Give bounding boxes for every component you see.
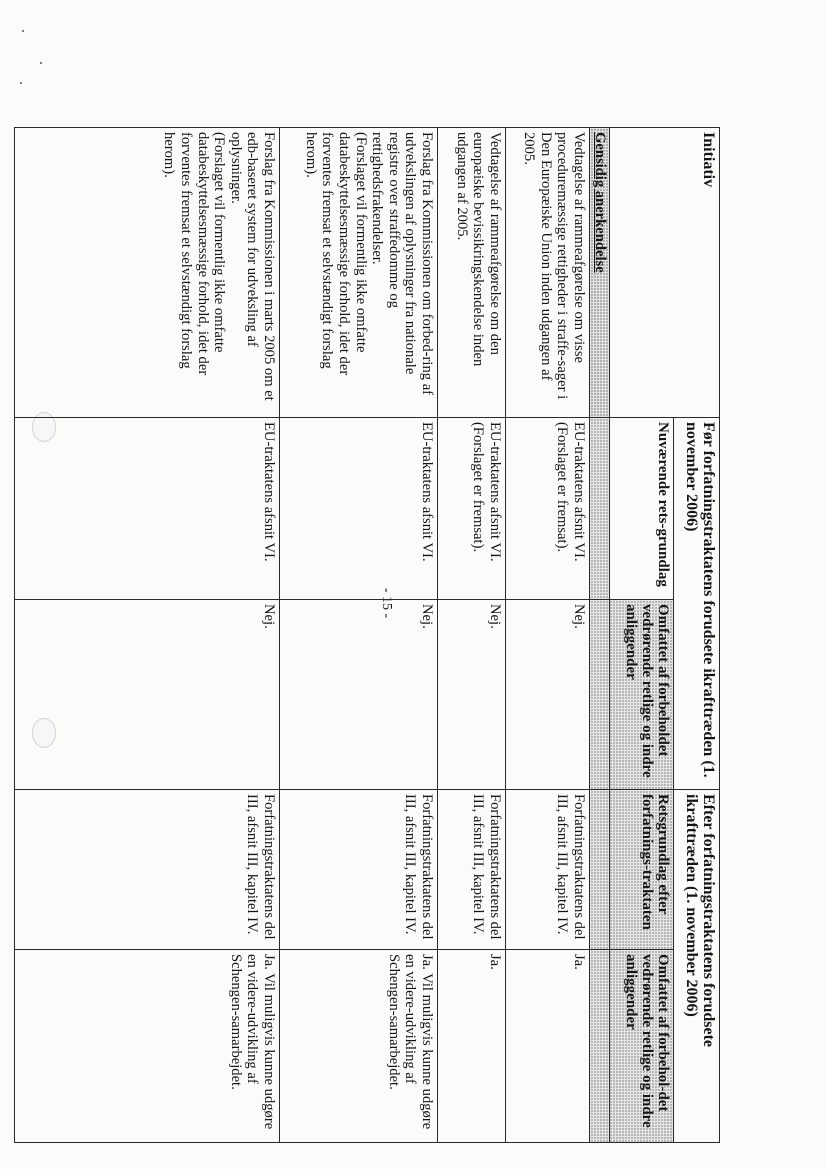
before-reservation-cell: Nej.: [506, 600, 590, 790]
before-reservation-cell: Nej.: [438, 600, 506, 790]
table-row: [438, 128, 506, 1143]
initiative-cell: [506, 128, 590, 418]
table-row: [506, 128, 590, 1143]
header-before-group: Før forfatningstraktatens forudsete ikrafttræden (1. november 2006): [674, 418, 720, 790]
scan-speck: [40, 62, 42, 64]
after-basis-cell: Forfatningstraktatens del III, afsnit III, kapitel IV.: [15, 790, 280, 950]
subheader-after-basis: Retsgrundlag efter forfatnings-traktaten: [610, 790, 674, 950]
after-basis-cell: Forfatningstraktatens del III, afsnit III, kapitel IV.: [438, 790, 506, 950]
before-basis-cell: EU-traktatens afsnit VI. (Forslaget er fremsat).: [506, 418, 590, 600]
initiative-text: Vedtagelse af rammeafgørelse om den europæiske bevissikringskendelse inden udgangen af 2005.: [453, 132, 503, 367]
scan-speck: [22, 30, 24, 32]
before-basis-cell: EU-traktatens afsnit VI.: [15, 418, 280, 600]
after-reservation-cell: Ja. Vil muligvis kunne udgøre en videre-udvikling af Schengen-samarbejdet.: [280, 950, 438, 1143]
initiative-cell: [280, 128, 438, 418]
before-reservation-cell: Nej.: [15, 600, 280, 790]
section-title: Gensidig anerkendelse: [590, 128, 610, 418]
section-filler: [590, 418, 610, 600]
page-number: - 15 -: [379, 587, 394, 619]
subheader-after-reservation: Omfattet af forbehol-det vedrørende retlige og indre anliggender: [610, 950, 674, 1143]
initiative-note: (Forslaget vil formentlig ikke omfatte databeskyttelsesmæssige forhold, idet der forventes fremsat et selvstændigt forslag herom).: [161, 132, 228, 376]
before-reservation-cell: Nej.: [280, 600, 438, 790]
section-filler: [590, 790, 610, 950]
initiatives-table: [14, 127, 720, 1143]
rotated-table-container: [14, 127, 720, 1142]
after-basis-cell: Forfatningstraktatens del III, afsnit III, kapitel IV.: [506, 790, 590, 950]
initiative-text: Forslag fra Kommissionen om forbed-ring af udvekslingen af oplysninger fra nationale registre over straffedomme og rettighedsfrakendelser.: [369, 132, 435, 396]
subheader-before-basis: Nuværende rets-grundlag: [610, 418, 674, 600]
initiative-cell: [15, 128, 280, 418]
initiative-cell: [438, 128, 506, 418]
subheader-before-reservation: Omfattet af forbeholdet vedrørende retlige og indre anliggender: [610, 600, 674, 790]
before-basis-cell: EU-traktatens afsnit VI.: [280, 418, 438, 600]
initiative-note: (Forslaget vil formentlig ikke omfatte databeskyttelsesmæssige forhold, idet der forventes fremsat et selvstændigt forslag herom).: [302, 132, 369, 376]
initiative-text: Forslag fra Kommissionen i marts 2005 om et edb-baseret system for udveksling af oplysninger.: [227, 132, 277, 401]
after-basis-cell: Forfatningstraktatens del III, afsnit III, kapitel IV.: [280, 790, 438, 950]
initiative-text: Vedtagelse af rammeafgørelse om visse proceduremæssige rettigheder i straffe-sager i Den Europæiske Union inden udgangen af 2005.: [521, 132, 587, 400]
header-initiative: Initiativ: [610, 128, 720, 418]
after-reservation-cell: Ja.: [506, 950, 590, 1143]
table-row: [15, 128, 280, 1143]
after-reservation-cell: Ja. Vil muligvis kunne udgøre en videre-udvikling af Schengen-samarbejdet.: [15, 950, 280, 1143]
section-filler: [590, 950, 610, 1143]
scan-speck: [20, 82, 22, 84]
table-row: [280, 128, 438, 1143]
before-basis-cell: EU-traktatens afsnit VI. (Forslaget er fremsat).: [438, 418, 506, 600]
section-filler: [590, 600, 610, 790]
header-after-group: Efter forfatningstraktatens forudsete ikrafttræden (1. november 2006): [674, 790, 720, 1143]
after-reservation-cell: Ja.: [438, 950, 506, 1143]
